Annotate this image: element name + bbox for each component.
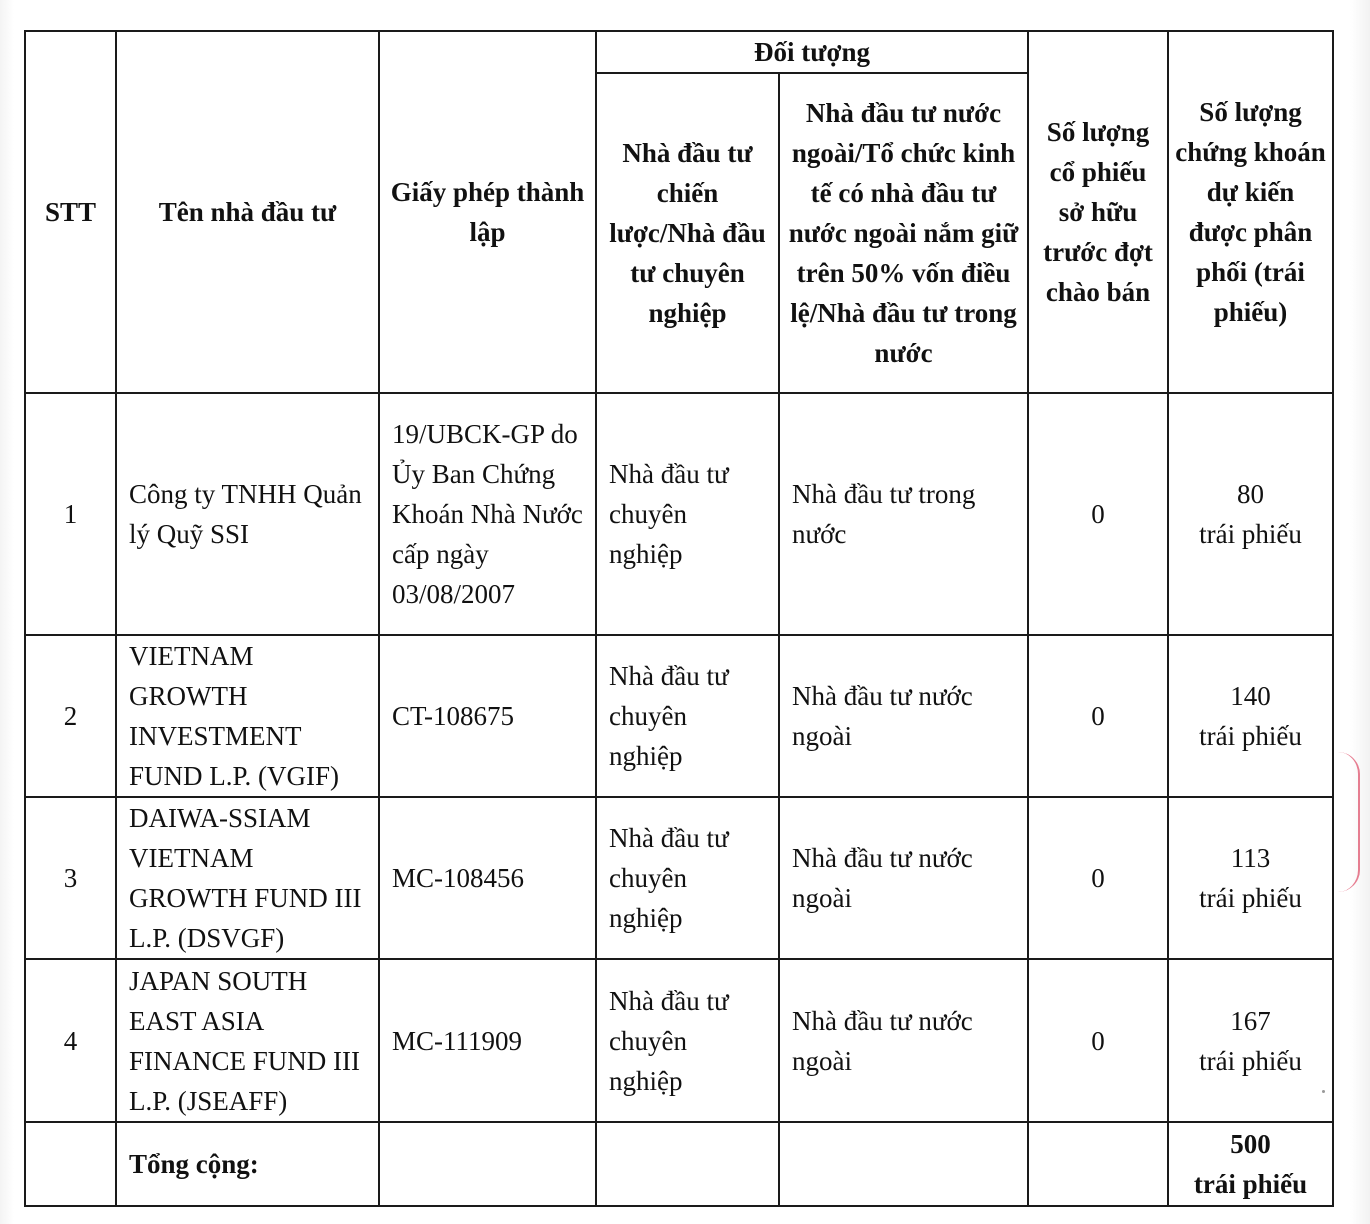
row-license: CT-108675 bbox=[379, 635, 596, 797]
header-stt: STT bbox=[25, 31, 116, 393]
total-bonds-qty: 500 bbox=[1230, 1129, 1271, 1159]
row-bonds-expected bbox=[1168, 635, 1333, 797]
scan-dot bbox=[1322, 1090, 1325, 1093]
row-investor-name: JAPAN SOUTH EAST ASIA FINANCE FUND III L.P. (JSEAFF) bbox=[116, 959, 379, 1122]
row-object-foreign: Nhà đầu tư trong nước bbox=[779, 393, 1028, 635]
investor-allocation-table bbox=[24, 30, 1334, 1207]
bonds-qty: 113 bbox=[1230, 843, 1271, 873]
row-license: MC-108456 bbox=[379, 797, 596, 959]
row-investor-name: VIETNAM GROWTH INVESTMENT FUND L.P. (VGIF) bbox=[116, 635, 379, 797]
row-object-foreign: Nhà đầu tư nước ngoài bbox=[779, 635, 1028, 797]
total-label: Tổng cộng: bbox=[116, 1122, 379, 1206]
total-bonds-expected bbox=[1168, 1122, 1333, 1206]
header-shares-owned: Số lượng cổ phiếu sở hữu trước đợt chào bán bbox=[1028, 31, 1168, 393]
row-object-foreign: Nhà đầu tư nước ngoài bbox=[779, 959, 1028, 1122]
bonds-qty: 80 bbox=[1237, 479, 1265, 509]
total-stt-empty bbox=[25, 1122, 116, 1206]
table-header bbox=[25, 31, 1333, 393]
bonds-qty: 167 bbox=[1230, 1005, 1271, 1036]
table-row bbox=[25, 635, 1333, 797]
row-shares-owned: 0 bbox=[1028, 959, 1168, 1122]
row-object-professional: Nhà đầu tư chuyên nghiệp bbox=[596, 393, 779, 635]
table-row bbox=[25, 959, 1333, 1122]
total-professional-empty bbox=[596, 1122, 779, 1206]
table-total-row bbox=[25, 1122, 1333, 1206]
row-investor-name: DAIWA-SSIAM VIETNAM GROWTH FUND III L.P. (DSVGF) bbox=[116, 797, 379, 959]
bonds-unit: trái phiếu bbox=[1199, 883, 1302, 913]
row-stt: 4 bbox=[25, 959, 116, 1122]
total-bonds-unit: trái phiếu bbox=[1193, 1169, 1308, 1199]
row-object-foreign: Nhà đầu tư nước ngoài bbox=[779, 797, 1028, 959]
bonds-unit: trái phiếu bbox=[1199, 1045, 1302, 1076]
header-object-group: Đối tượng bbox=[596, 31, 1028, 73]
header-license: Giấy phép thành lập bbox=[379, 31, 596, 393]
pen-mark bbox=[1338, 752, 1360, 892]
table-body bbox=[25, 393, 1333, 1206]
header-object-foreign: Nhà đầu tư nước ngoài/Tổ chức kinh tế có nhà đầu tư nước ngoài nắm giữ trên 50% vốn điều lệ/Nhà đầu tư trong nước bbox=[779, 73, 1028, 393]
row-stt: 1 bbox=[25, 393, 116, 635]
row-license: MC-111909 bbox=[379, 959, 596, 1122]
row-bonds-expected bbox=[1168, 959, 1333, 1122]
row-bonds-expected bbox=[1168, 797, 1333, 959]
row-stt: 3 bbox=[25, 797, 116, 959]
row-investor-name: Công ty TNHH Quản lý Quỹ SSI bbox=[116, 393, 379, 635]
row-shares-owned: 0 bbox=[1028, 797, 1168, 959]
total-license-empty bbox=[379, 1122, 596, 1206]
bonds-qty: 140 bbox=[1230, 681, 1271, 711]
table-row bbox=[25, 393, 1333, 635]
row-bonds-expected bbox=[1168, 393, 1333, 635]
table-row bbox=[25, 797, 1333, 959]
header-investor-name: Tên nhà đầu tư bbox=[116, 31, 379, 393]
row-stt: 2 bbox=[25, 635, 116, 797]
total-foreign-empty bbox=[779, 1122, 1028, 1206]
header-bonds-expected: Số lượng chứng khoán dự kiến được phân phối (trái phiếu) bbox=[1168, 31, 1333, 393]
row-object-professional: Nhà đầu tư chuyên nghiệp bbox=[596, 959, 779, 1122]
row-object-professional: Nhà đầu tư chuyên nghiệp bbox=[596, 635, 779, 797]
row-shares-owned: 0 bbox=[1028, 393, 1168, 635]
total-shares-empty bbox=[1028, 1122, 1168, 1206]
bonds-unit: trái phiếu bbox=[1199, 721, 1302, 751]
row-shares-owned: 0 bbox=[1028, 635, 1168, 797]
header-object-professional: Nhà đầu tư chiến lược/Nhà đầu tư chuyên nghiệp bbox=[596, 73, 779, 393]
row-license: 19/UBCK-GP do Ủy Ban Chứng Khoán Nhà Nước cấp ngày 03/08/2007 bbox=[379, 393, 596, 635]
row-object-professional: Nhà đầu tư chuyên nghiệp bbox=[596, 797, 779, 959]
bonds-unit: trái phiếu bbox=[1199, 519, 1302, 549]
